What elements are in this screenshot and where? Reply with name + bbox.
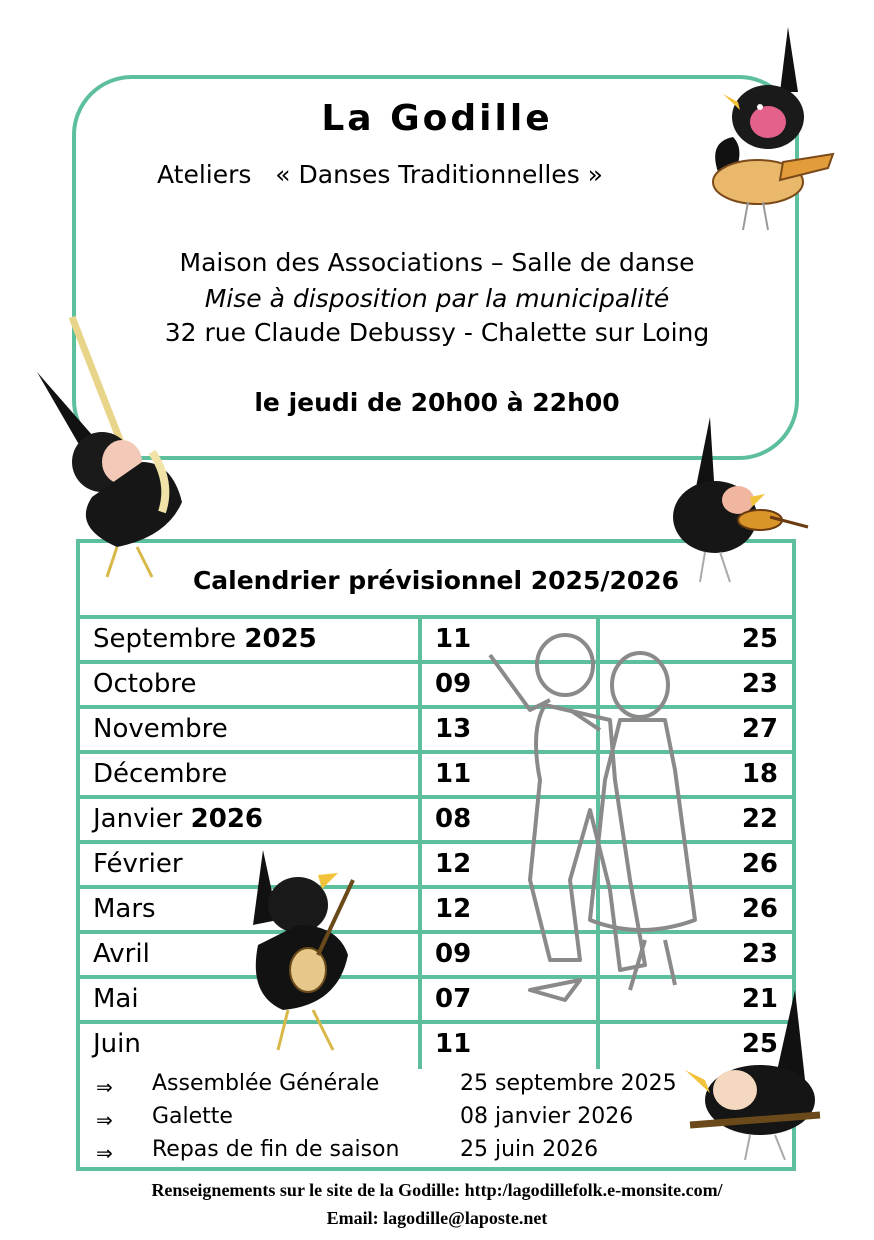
first-date: 12 [422, 844, 600, 885]
month-cell [80, 619, 422, 660]
bird-clarinet-icon [680, 985, 840, 1160]
second-date: 26 [741, 849, 778, 879]
second-date: 27 [741, 714, 778, 744]
second-date: 21 [741, 984, 778, 1014]
month-name: Janvier [93, 804, 183, 834]
venue-note: Mise à disposition par la municipalité [204, 284, 670, 313]
event-date: 25 septembre 2025 [460, 1071, 677, 1096]
event-label: Repas de fin de saison [152, 1137, 400, 1162]
footer-email: Email: lagodille@laposte.net [326, 1208, 548, 1228]
first-date: 07 [422, 979, 600, 1020]
arrow-icon: ⇒ [96, 1141, 113, 1165]
month-name: Avril [93, 939, 150, 969]
arrow-icon: ⇒ [96, 1108, 113, 1132]
month-cell [80, 799, 422, 840]
second-date: 26 [741, 894, 778, 924]
first-date: 11 [422, 754, 600, 795]
venue-address: 32 rue Claude Debussy - Chalette sur Loing [164, 318, 710, 347]
second-date: 23 [741, 939, 778, 969]
month-name: Juin [93, 1029, 141, 1059]
month-cell [80, 664, 422, 705]
month-name: Novembre [93, 714, 228, 744]
month-name: Mars [93, 894, 156, 924]
month-name: Mai [93, 984, 139, 1014]
bird-violin-icon [660, 412, 810, 587]
bird-mandolin-icon [238, 845, 363, 1060]
month-cell [80, 754, 422, 795]
event-label: Assemblée Générale [152, 1071, 380, 1096]
subtitle: Ateliers « Danses Traditionnelles » [157, 160, 603, 189]
venue-name: Maison des Associations – Salle de danse [179, 248, 695, 277]
first-date: 08 [422, 799, 600, 840]
second-date: 25 [741, 624, 778, 654]
month-year: 2025 [244, 624, 317, 654]
event-date: 08 janvier 2026 [460, 1104, 634, 1129]
first-date: 13 [422, 709, 600, 750]
month-name: Décembre [93, 759, 228, 789]
month-name: Septembre [93, 624, 237, 654]
month-cell [80, 709, 422, 750]
calendar-title: Calendrier prévisionnel 2025/2026 [80, 543, 792, 619]
second-date: 23 [741, 669, 778, 699]
second-date: 22 [741, 804, 778, 834]
first-date: 09 [422, 934, 600, 975]
schedule-text: le jeudi de 20h00 à 22h00 [254, 388, 620, 417]
first-date: 09 [422, 664, 600, 705]
month-year: 2026 [190, 804, 264, 834]
arrow-icon: ⇒ [96, 1075, 113, 1099]
footer-website: Renseignements sur le site de la Godille: http:/lagodillefolk.e-monsite.com/ [151, 1180, 723, 1200]
second-date: 25 [741, 1029, 778, 1059]
first-date: 11 [422, 619, 600, 660]
bird-bagpipe-icon [32, 312, 202, 587]
dancing-couple-icon [470, 630, 700, 1020]
page-title: La Godille [321, 98, 553, 139]
month-name: Octobre [93, 669, 197, 699]
bird-hurdy-gurdy-icon [688, 22, 838, 232]
first-date: 11 [422, 1024, 600, 1069]
second-date: 18 [741, 759, 778, 789]
first-date: 12 [422, 889, 600, 930]
event-date: 25 juin 2026 [460, 1137, 599, 1162]
month-name: Février [93, 849, 183, 879]
event-label: Galette [152, 1104, 233, 1129]
